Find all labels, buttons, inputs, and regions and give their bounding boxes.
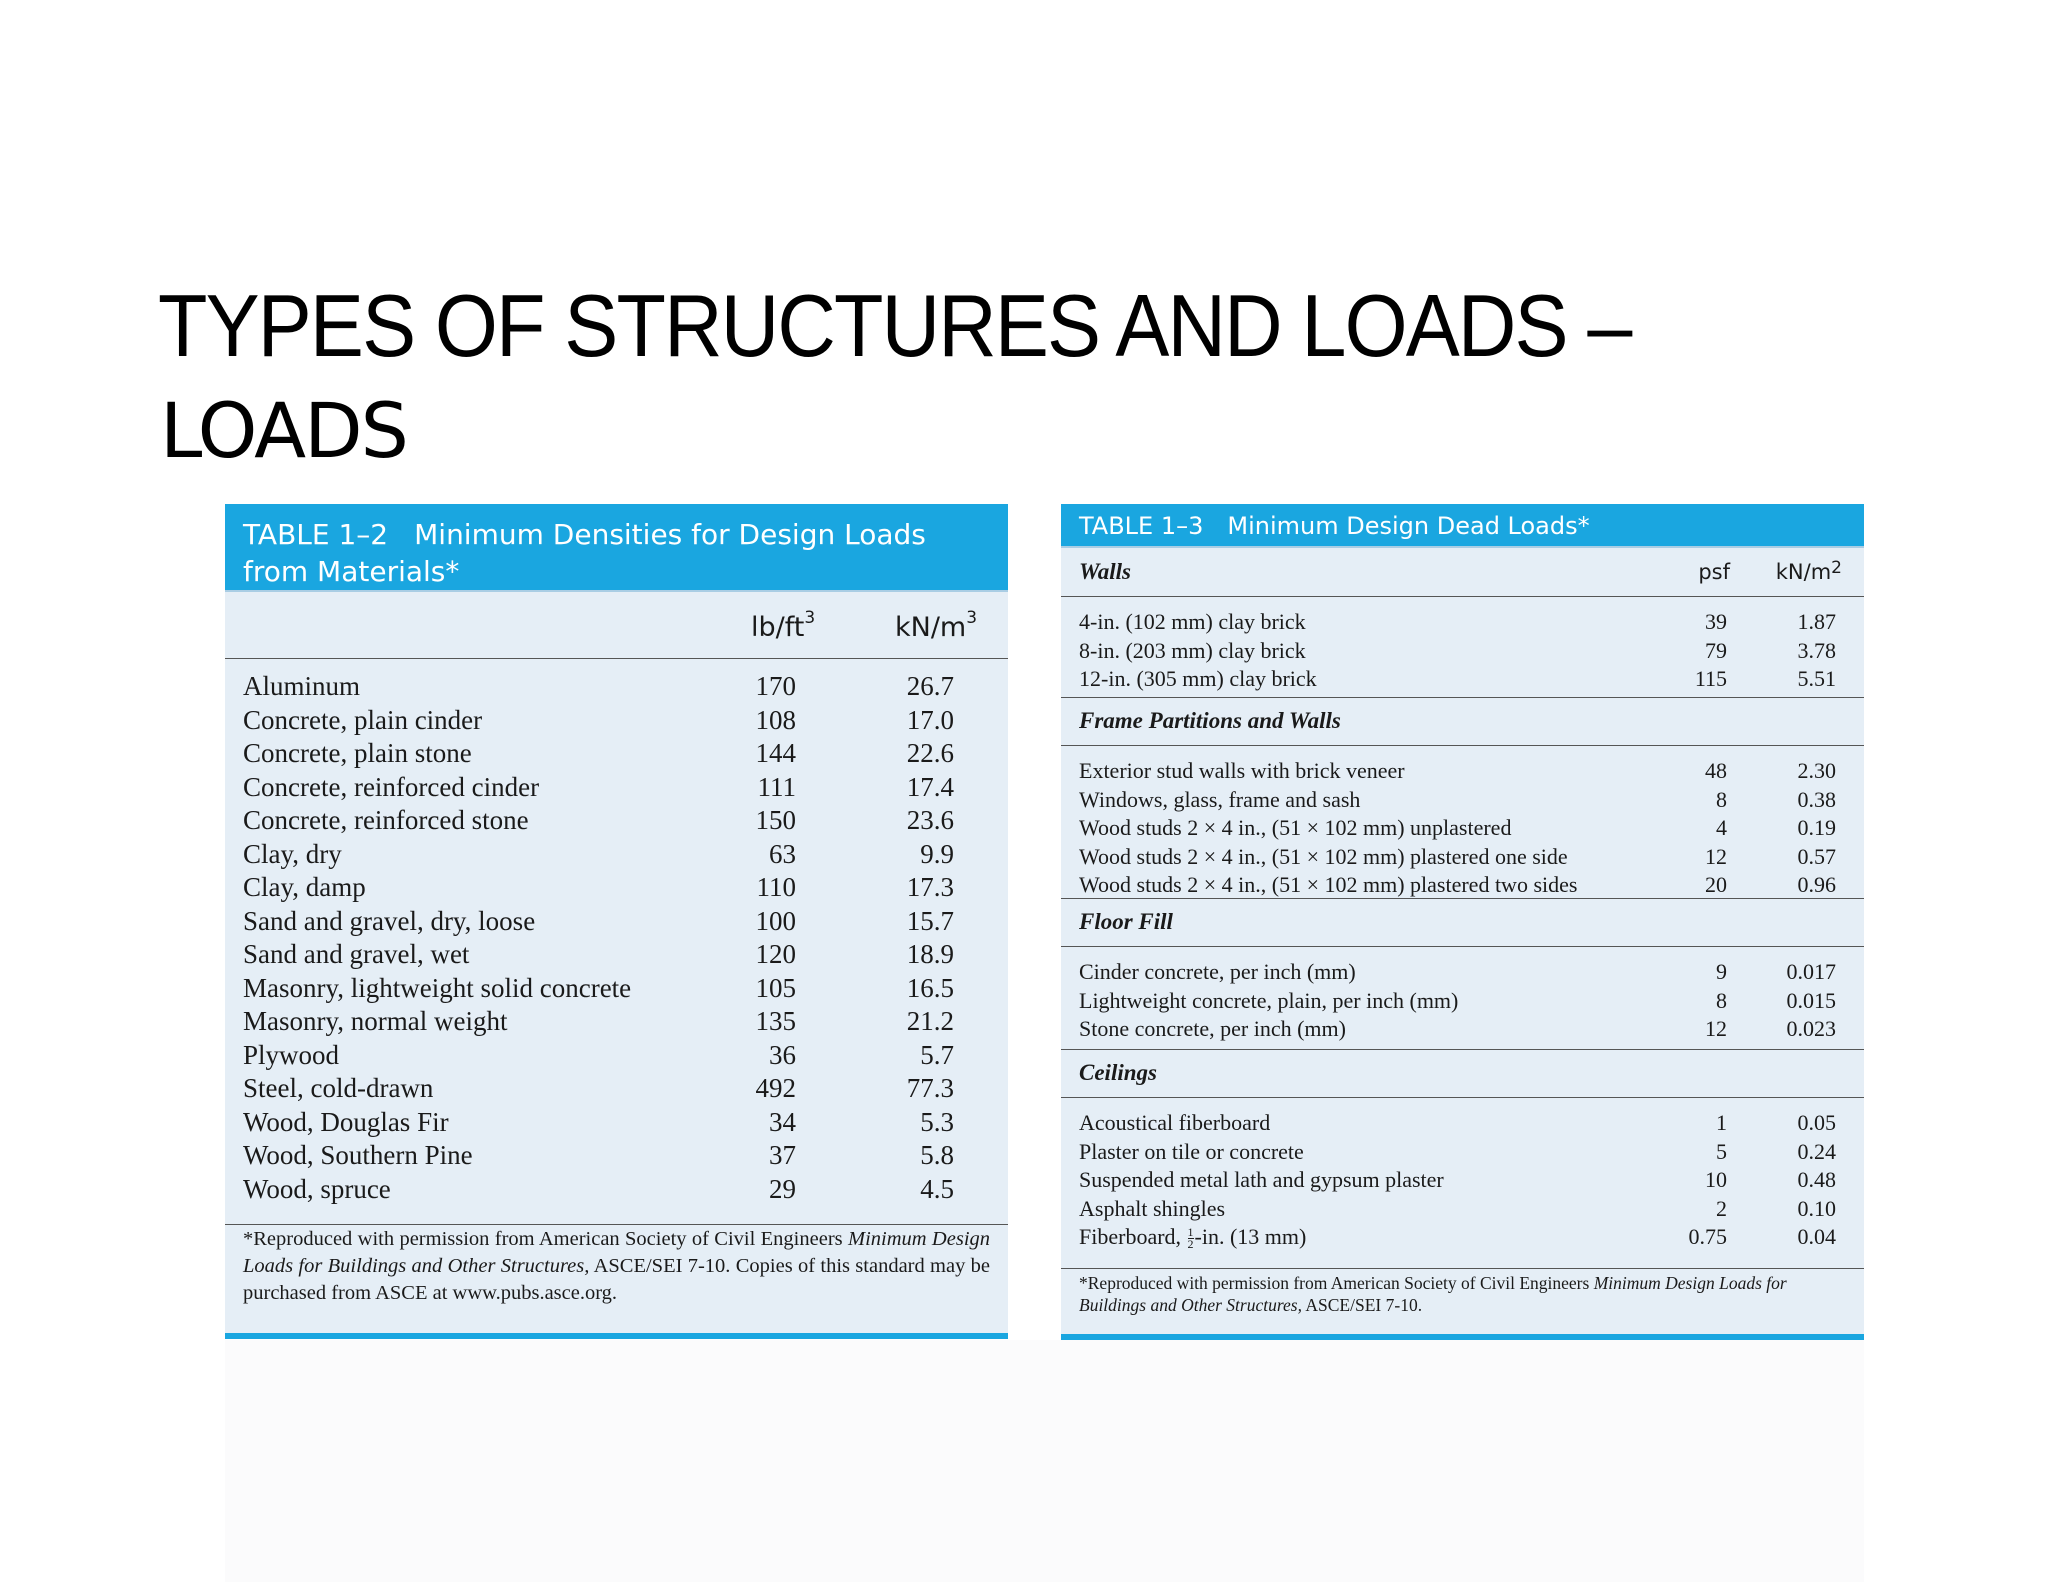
material-name: Concrete, reinforced cinder [243,771,540,802]
load-psf: 48 [1705,758,1727,783]
section-header [1061,697,1864,746]
unit-kn-m3: $kN/m^3$ [895,608,978,643]
table-row [225,1106,1008,1139]
material-name: Sand and gravel, dry, loose [243,905,536,936]
table-1-3-header [1061,504,1864,548]
material-name: Concrete, reinforced stone [243,805,529,835]
table-1-2-caption-line2: from Materials* [243,555,460,588]
item-name: Plaster on tile or concrete [1079,1138,1304,1164]
item-name: Wood studs 2 × 4 in., (51 × 102 mm) unplastered [1079,815,1512,840]
density-lb-ft3: 120 [755,939,796,969]
load-kn-m2: 0.10 [1797,1195,1836,1221]
table-row [1061,843,1864,871]
density-lb-ft3: 150 [755,805,796,835]
density-lb-ft3: 36 [769,1039,796,1070]
material-name: Masonry, normal weight [243,1006,508,1036]
table-row [225,871,1008,904]
section-header [1061,898,1864,947]
item-name: 8-in. (203 mm) clay brick [1079,637,1306,663]
item-name: Acoustical fiberboard [1079,1110,1271,1135]
item-name: Wood studs 2 × 4 in., (51 × 102 mm) plastered one side [1079,843,1568,869]
density-kn-m3: 16.5 [906,972,954,1003]
load-psf: 0.75 [1688,1224,1727,1249]
density-lb-ft3: 144 [755,738,796,768]
table-row [1061,1015,1864,1043]
section-header [1061,548,1864,597]
section-name: Ceilings [1079,1060,1157,1085]
unit-psf: psf [1698,560,1730,584]
load-kn-m2: 0.017 [1786,959,1836,984]
density-lb-ft3: 37 [769,1140,796,1170]
density-lb-ft3: 63 [769,838,796,869]
table-row [1061,871,1864,899]
table-row [225,1005,1008,1038]
density-kn-m3: 5.7 [920,1039,954,1070]
section-rows [1061,947,1864,1050]
load-psf: 20 [1705,872,1727,897]
unit-kn-m2: $kN/m^2$ [1775,558,1842,584]
density-kn-m3: 17.0 [906,704,954,735]
table-1-2-column-header [225,600,1008,659]
section-rows [1061,746,1864,899]
table-1-2-bottom-rule [225,1333,1008,1339]
density-kn-m3: 17.3 [906,872,954,902]
density-kn-m3: 15.7 [906,905,954,936]
density-lb-ft3: 170 [755,671,796,701]
item-name: Fiberboard, $\frac{1}{2}$ -in. (13 mm) [1079,1224,1307,1252]
fraction-half: $\frac{1}{2}$ [1187,1225,1194,1252]
material-name: Steel, cold-drawn [243,1073,434,1103]
section-name: Frame Partitions and Walls [1079,708,1341,733]
table-row [1061,665,1864,693]
table-row [1061,1109,1864,1137]
table-row [225,737,1008,770]
load-kn-m2: 0.38 [1797,786,1836,812]
density-kn-m3: 9.9 [920,838,954,869]
load-psf: 10 [1705,1167,1727,1192]
load-psf: 12 [1705,1016,1727,1041]
density-lb-ft3: 100 [755,905,796,936]
table-row [225,838,1008,871]
material-name: Wood, spruce [243,1173,391,1204]
load-psf: 5 [1716,1138,1727,1164]
table-row [1061,786,1864,814]
density-kn-m3: 5.8 [920,1140,954,1170]
table-row [1061,1195,1864,1223]
load-kn-m2: 0.023 [1786,1016,1836,1041]
item-name: Stone concrete, per inch (mm) [1079,1016,1346,1041]
table-1-2 [225,504,1008,1339]
material-name: Aluminum [243,671,361,701]
material-name: Concrete, plain stone [243,738,472,768]
density-kn-m3: 22.6 [906,738,954,768]
load-psf: 1 [1716,1110,1727,1135]
density-kn-m3: 21.2 [906,1006,954,1036]
density-lb-ft3: 108 [755,704,796,735]
density-lb-ft3: 29 [769,1173,796,1204]
table-row [225,1072,1008,1105]
table-row [225,704,1008,737]
density-lb-ft3: 110 [756,872,796,902]
density-kn-m3: 4.5 [920,1173,954,1204]
table-1-3-footnote: *Reproduced with permission from American Society of Civil Engineers Minimum Design Loads for Buildings and Other Structures, ASCE/SEI 7-10. [1079,1273,1787,1315]
table-1-2-footnote: *Reproduced with permission from American Society of Civil Engineers Minimum Design Loads for Buildings and Other Structures, ASCE/SEI 7-10. Copies of this standard may be purchased from ASCE at www.pubs.asce.org. [243,1228,991,1304]
table-row [225,938,1008,971]
load-psf: 9 [1716,959,1727,984]
load-psf: 39 [1705,609,1727,634]
page-shadow [225,1340,1864,1582]
table-row [1061,1166,1864,1194]
material-name: Masonry, lightweight solid concrete [243,972,632,1003]
load-psf: 115 [1694,666,1727,691]
load-kn-m2: 0.48 [1797,1167,1836,1192]
item-name: Wood studs 2 × 4 in., (51 × 102 mm) plastered two sides [1079,872,1578,897]
unit-lb-ft3: $lb/ft^3$ [751,608,816,643]
density-lb-ft3: 111 [757,771,796,802]
material-name: Wood, Southern Pine [243,1140,473,1170]
table-1-2-caption-line1: Minimum Densities for Design Loads [414,518,926,551]
section-rows [1061,597,1864,698]
load-kn-m2: 0.015 [1786,987,1836,1013]
table-1-2-label: TABLE 1–2 [243,518,389,551]
load-psf: 2 [1716,1195,1727,1221]
table-row [1061,1223,1864,1251]
load-psf: 8 [1716,786,1727,812]
material-name: Clay, dry [243,838,342,869]
load-kn-m2: 0.57 [1797,843,1836,869]
density-kn-m3: 5.3 [920,1106,954,1137]
density-kn-m3: 23.6 [906,805,954,835]
load-kn-m2: 5.51 [1797,666,1836,691]
table-row [225,670,1008,703]
item-name: 4-in. (102 mm) clay brick [1079,609,1306,634]
table-row [1061,757,1864,785]
table-row [225,771,1008,804]
load-kn-m2: 0.04 [1797,1224,1836,1249]
table-row [225,1173,1008,1206]
material-name: Plywood [243,1039,340,1070]
table-1-3 [1061,504,1864,1340]
density-kn-m3: 18.9 [906,939,954,969]
table-row [1061,958,1864,986]
load-kn-m2: 0.24 [1797,1138,1836,1164]
table-row [225,804,1008,837]
slide-title: TYPES OF STRUCTURES AND LOADS – [158,276,1631,375]
density-kn-m3: 17.4 [906,771,954,802]
load-kn-m2: 0.19 [1797,815,1836,840]
table-1-3-caption: Minimum Design Dead Loads* [1227,512,1590,540]
table-row [225,905,1008,938]
material-name: Clay, damp [243,872,366,902]
slide-subtitle: LOADS [160,386,407,475]
density-kn-m3: 77.3 [906,1073,954,1103]
table-row [225,972,1008,1005]
load-kn-m2: 3.78 [1797,637,1836,663]
material-name: Wood, Douglas Fir [243,1106,449,1137]
table-row [225,1139,1008,1172]
item-name: Exterior stud walls with brick veneer [1079,758,1405,783]
material-name: Concrete, plain cinder [243,704,483,735]
section-rows [1061,1098,1864,1269]
load-psf: 4 [1716,815,1727,840]
table-row [1061,637,1864,665]
table-row [1061,608,1864,636]
item-name: Cinder concrete, per inch (mm) [1079,959,1356,984]
section-header [1061,1049,1864,1098]
section-name: Floor Fill [1079,909,1173,934]
item-name: 12-in. (305 mm) clay brick [1079,666,1317,691]
load-psf: 79 [1705,637,1727,663]
item-name: Asphalt shingles [1079,1195,1226,1221]
load-kn-m2: 2.30 [1797,758,1836,783]
density-lb-ft3: 105 [755,972,796,1003]
load-psf: 8 [1716,987,1727,1013]
load-kn-m2: 0.05 [1797,1110,1836,1135]
load-psf: 12 [1705,843,1727,869]
item-name: Windows, glass, frame and sash [1079,786,1361,812]
table-1-2-header [225,504,1008,592]
item-name: Lightweight concrete, plain, per inch (mm) [1079,987,1459,1013]
table-1-2-body [225,658,1008,1225]
material-name: Sand and gravel, wet [243,939,470,969]
load-kn-m2: 0.96 [1797,872,1836,897]
table-row [1061,814,1864,842]
section-name: Walls [1079,559,1131,584]
table-1-3-label: TABLE 1–3 [1079,512,1204,540]
density-lb-ft3: 34 [769,1106,796,1137]
density-lb-ft3: 135 [755,1006,796,1036]
density-lb-ft3: 492 [755,1073,796,1103]
table-row [225,1039,1008,1072]
table-row [1061,1138,1864,1166]
item-name: Suspended metal lath and gypsum plaster [1079,1167,1444,1192]
density-kn-m3: 26.7 [906,671,954,701]
load-kn-m2: 1.87 [1797,609,1836,634]
table-row [1061,987,1864,1015]
